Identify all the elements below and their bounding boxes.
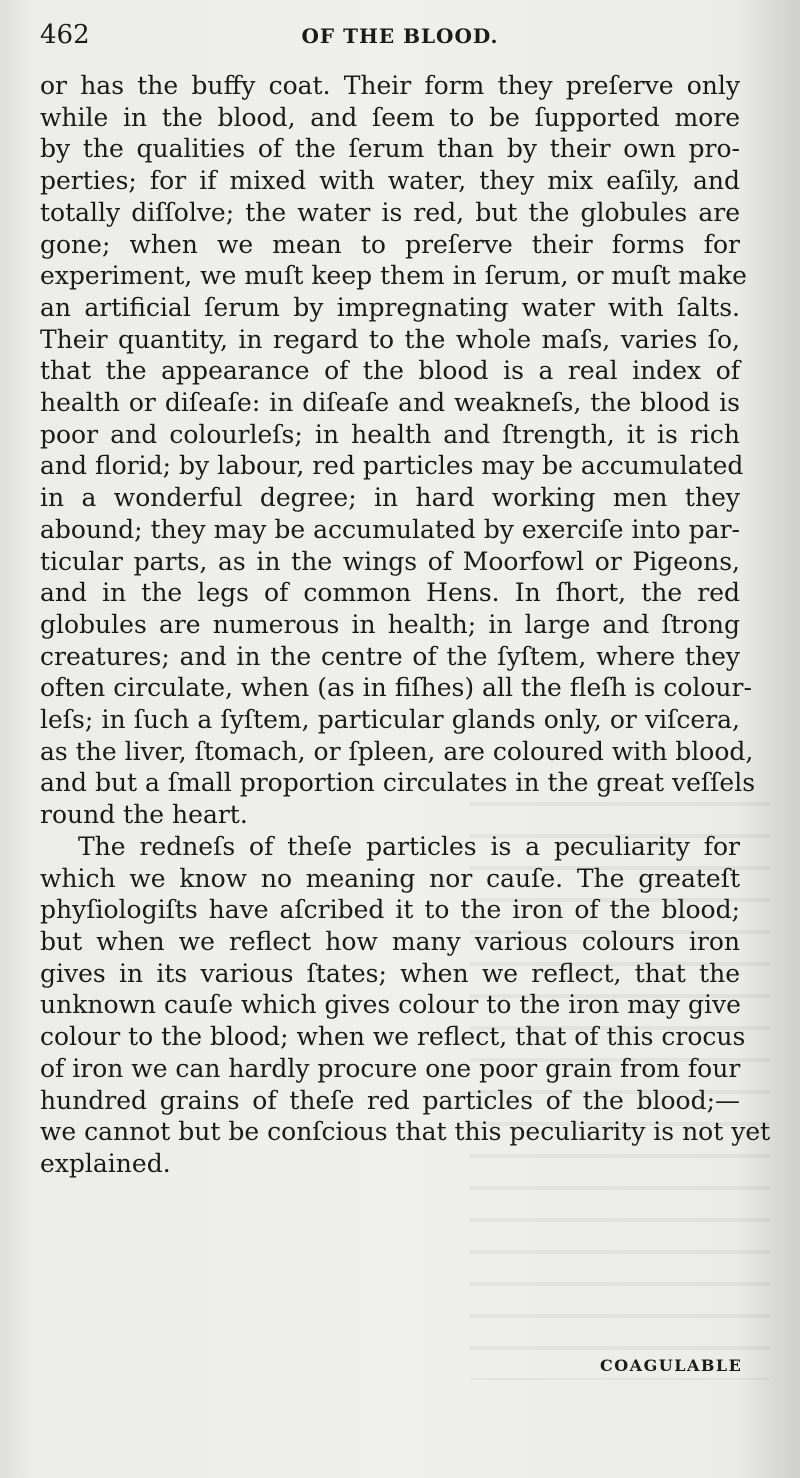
text-line: as the liver, ſtomach, or ſpleen, are coloured with blood, [40, 736, 754, 766]
text-line: abound; they may be accumulated by exerciſe into par- [40, 514, 740, 544]
text-line: and florid; by labour, red particles may be accumulated [40, 451, 744, 481]
text-line: gone; when we mean to preſerve their forms for [40, 229, 740, 259]
text-line: often circulate, when (as in fiſhes) all the fleſh is colour- [40, 673, 752, 703]
text-line: and but a ſmall proportion circulates in the great veſſels [40, 768, 756, 798]
text-line: while in the blood, and ſeem to be ſupported more [40, 102, 740, 132]
text-line: health or diſeaſe: in diſeaſe and weakneſs, the blood is [40, 388, 740, 418]
text-line: phyſiologiſts have aſcribed it to the iron of the blood; [40, 895, 740, 925]
text-line: leſs; in ſuch a ſyſtem, particular glands only, or viſcera, [40, 705, 740, 735]
text-line: perties; for if mixed with water, they mix eaſily, and [40, 166, 740, 196]
paragraph [40, 831, 771, 1180]
page-number: 462 [40, 20, 90, 50]
text-line: but when we reflect how many various colours iron [40, 926, 740, 956]
body-text [40, 70, 771, 1180]
text-line: of iron we can hardly procure one poor grain from four [40, 1053, 741, 1083]
text-line: which we know no meaning nor cauſe. The greateſt [40, 863, 740, 893]
text-line: that the appearance of the blood is a real index of [40, 356, 740, 386]
text-line: in a wonderful degree; in hard working men they [40, 483, 740, 513]
text-line: ticular parts, as in the wings of Moorfowl or Pigeons, [40, 546, 740, 576]
text-line: poor and colourleſs; in health and ſtrength, it is rich [40, 419, 740, 449]
text-line: by the qualities of the ſerum than by their own pro- [40, 134, 740, 164]
running-head: OF THE BLOOD. [301, 24, 499, 48]
text-line: hundred grains of theſe red particles of the blood;— [40, 1085, 740, 1115]
text-line: explained. [40, 1148, 171, 1178]
text-line: experiment, we muſt keep them in ſerum, or muſt make [40, 261, 747, 291]
text-line: colour to the blood; when we reflect, that of this crocus [40, 1022, 746, 1052]
text-line: globules are numerous in health; in large and ſtrong [40, 609, 740, 639]
paragraph [40, 70, 756, 831]
text-line: round the heart. [40, 800, 248, 830]
text-line: unknown cauſe which gives colour to the iron may give [40, 990, 741, 1020]
text-line: an artificial ſerum by impregnating water with ſalts. [40, 292, 740, 322]
text-line: totally diſſolve; the water is red, but the globules are [40, 197, 740, 227]
text-line: gives in its various ſtates; when we reflect, that the [40, 958, 740, 988]
text-line: or has the buffy coat. Their form they preſerve only [40, 71, 740, 100]
text-line: we cannot but be conſcious that this peculiarity is not yet [40, 1117, 771, 1147]
text-line: creatures; and in the centre of the ſyſtem, where they [40, 641, 740, 671]
text-line: and in the legs of common Hens. In ſhort, the red [40, 578, 740, 608]
text-line: The redneſs of theſe particles is a peculiarity for [78, 831, 740, 861]
text-line: Their quantity, in regard to the whole maſs, varies ſo, [40, 324, 740, 354]
page-header [0, 16, 800, 56]
catchword: COAGULABLE [600, 1356, 743, 1375]
